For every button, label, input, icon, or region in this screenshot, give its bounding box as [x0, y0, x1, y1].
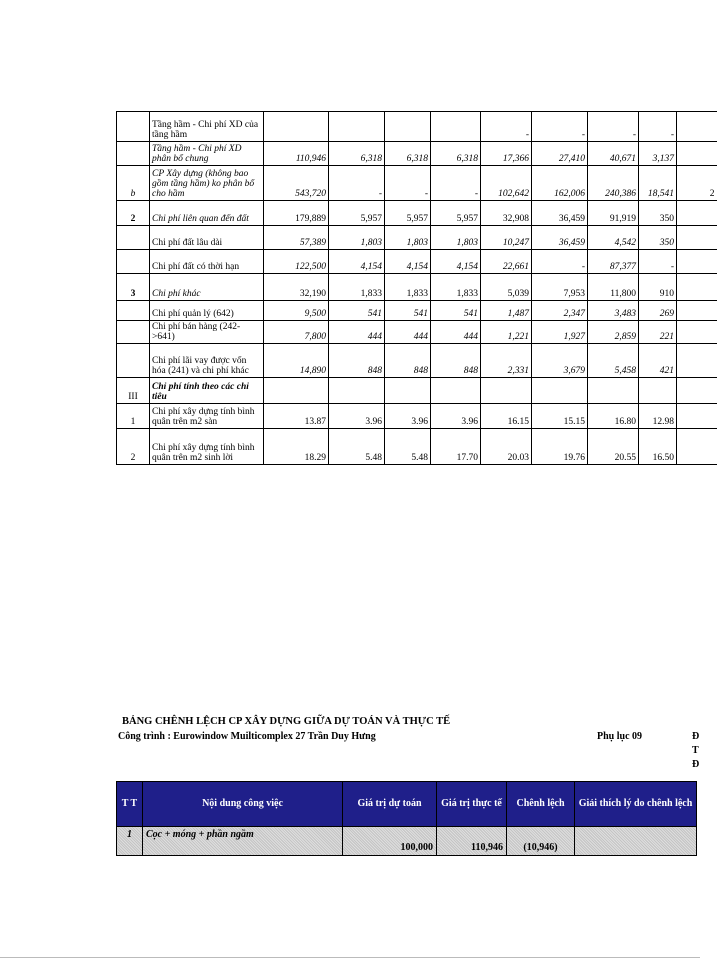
table-row [117, 226, 717, 250]
row-number [117, 250, 150, 274]
row-value: 1,803 [385, 226, 431, 250]
row-value: 848 [329, 344, 385, 378]
row-value: 20.03 [481, 429, 532, 465]
row-description: Chi phí đất có thời hạn [150, 250, 264, 274]
row-overflow-value [677, 321, 717, 344]
row-value: 5,957 [385, 201, 431, 226]
row-value: 11,800 [588, 274, 639, 301]
row-value: 5,957 [329, 201, 385, 226]
row-value: 350 [639, 226, 677, 250]
row-value: 269 [639, 301, 677, 321]
row-value: 848 [431, 344, 481, 378]
row-value: 421 [639, 344, 677, 378]
row-description: Chi phí xây dựng tính bình quân trên m2 sinh lời [150, 429, 264, 465]
row-value: 3.96 [329, 404, 385, 429]
row-value [385, 378, 431, 404]
row-value [264, 378, 329, 404]
row-value: 3,679 [532, 344, 588, 378]
row-number [117, 112, 150, 142]
table-row [117, 250, 717, 274]
row-value: 444 [385, 321, 431, 344]
row-value: 2,859 [588, 321, 639, 344]
row-number: III [117, 378, 150, 404]
row-value: 87,377 [588, 250, 639, 274]
row-description: Chi phí đất lâu dài [150, 226, 264, 250]
row-value: - [385, 166, 431, 201]
comparison-title: BẢNG CHÊNH LỆCH CP XÂY DỰNG GIỮA DỰ TOÁN VÀ THỰC TẾ [122, 716, 451, 727]
row-value: 179,889 [264, 201, 329, 226]
table-row [117, 378, 717, 404]
header-estimate: Giá trị dự toán [343, 782, 437, 827]
row-value: - [639, 112, 677, 142]
row-value: - [588, 112, 639, 142]
row-value: 3,137 [639, 142, 677, 166]
appendix-label: Phụ lục 09 [597, 731, 643, 742]
table-row [117, 404, 717, 429]
row-value: - [639, 250, 677, 274]
row-value: 6,318 [385, 142, 431, 166]
row-value [639, 378, 677, 404]
row-value: 13.87 [264, 404, 329, 429]
row-value: 5,458 [588, 344, 639, 378]
row-value: 18.29 [264, 429, 329, 465]
row-value: 1,803 [329, 226, 385, 250]
row-value: 350 [639, 201, 677, 226]
table-row [117, 201, 717, 226]
table-row [117, 301, 717, 321]
row-value: - [532, 112, 588, 142]
row-number [117, 301, 150, 321]
row-description: Chi phí xây dựng tính bình quân trên m2 sàn [150, 404, 264, 429]
project-name: Công trình : Eurowindow Muilticomplex 27 Trần Duy Hưng [118, 731, 376, 742]
row-number: 2 [117, 429, 150, 465]
row-value: 543,720 [264, 166, 329, 201]
row-value: 36,459 [532, 226, 588, 250]
row-value: 3,483 [588, 301, 639, 321]
row-value: 1,487 [481, 301, 532, 321]
row-description: Chi phí khác [150, 274, 264, 301]
row-number [117, 226, 150, 250]
table-row [117, 274, 717, 301]
row-value: 20.55 [588, 429, 639, 465]
row-value: 16.80 [588, 404, 639, 429]
row-overflow-value [677, 201, 717, 226]
header-tt: T T [117, 782, 143, 827]
row-description: Chi phí liên quan đến đất [150, 201, 264, 226]
table-row [117, 429, 717, 465]
table-row [117, 321, 717, 344]
row-value: 162,006 [532, 166, 588, 201]
row-tt: 1 [117, 827, 143, 856]
page-divider [0, 957, 700, 958]
row-value: 1,927 [532, 321, 588, 344]
row-value: 10,247 [481, 226, 532, 250]
side-char: Đ [692, 731, 700, 742]
row-value: 110,946 [264, 142, 329, 166]
row-value: 6,318 [329, 142, 385, 166]
row-value: - [532, 250, 588, 274]
row-value: 7,800 [264, 321, 329, 344]
row-value: 40,671 [588, 142, 639, 166]
row-overflow-value [677, 226, 717, 250]
row-value: 1,221 [481, 321, 532, 344]
row-overflow-value [677, 344, 717, 378]
row-value: 15.15 [532, 404, 588, 429]
row-value: - [481, 112, 532, 142]
row-value: 3.96 [431, 404, 481, 429]
row-value: 240,386 [588, 166, 639, 201]
row-value: 444 [431, 321, 481, 344]
row-value: 36,459 [532, 201, 588, 226]
row-value: 27,410 [532, 142, 588, 166]
row-value [588, 378, 639, 404]
row-value: 848 [385, 344, 431, 378]
row-value [481, 378, 532, 404]
row-content: Cọc + móng + phần ngầm [143, 827, 343, 856]
row-value: 5.48 [385, 429, 431, 465]
table-row [117, 112, 717, 142]
row-value: 6,318 [431, 142, 481, 166]
row-value: 541 [431, 301, 481, 321]
row-value: 541 [329, 301, 385, 321]
row-value: 2,347 [532, 301, 588, 321]
row-value: - [431, 166, 481, 201]
row-value: 32,190 [264, 274, 329, 301]
row-number: 2 [117, 201, 150, 226]
row-value: 4,154 [329, 250, 385, 274]
header-content: Nội dung công việc [143, 782, 343, 827]
row-value: 1,833 [385, 274, 431, 301]
row-overflow-value [677, 274, 717, 301]
row-overflow-value [677, 404, 717, 429]
row-value: - [329, 166, 385, 201]
table-row [117, 344, 717, 378]
row-description: Tầng hầm - Chi phí XD phân bổ chung [150, 142, 264, 166]
row-value: 22,661 [481, 250, 532, 274]
row-value: 91,919 [588, 201, 639, 226]
row-value: 16.50 [639, 429, 677, 465]
row-value: 14,890 [264, 344, 329, 378]
row-value: 18,541 [639, 166, 677, 201]
row-value: 122,500 [264, 250, 329, 274]
row-value: 4,154 [385, 250, 431, 274]
row-value [329, 112, 385, 142]
row-overflow-value [677, 429, 717, 465]
row-number: 1 [117, 404, 150, 429]
row-value [385, 112, 431, 142]
side-char: T [692, 745, 699, 756]
row-value: 12.98 [639, 404, 677, 429]
row-reason [575, 827, 697, 856]
table-row [117, 166, 717, 201]
row-value: 16.15 [481, 404, 532, 429]
row-overflow-value [677, 250, 717, 274]
row-overflow-value: 2 [677, 166, 717, 201]
row-number [117, 321, 150, 344]
row-value: 17.70 [431, 429, 481, 465]
row-description: Chi phí quản lý (642) [150, 301, 264, 321]
comparison-table [116, 781, 697, 856]
cost-breakdown-table [116, 111, 717, 465]
row-value: 221 [639, 321, 677, 344]
row-value: 7,953 [532, 274, 588, 301]
row-description: Chỉ phí tính theo các chỉ tiêu [150, 378, 264, 404]
row-value: 4,542 [588, 226, 639, 250]
row-description: Chi phí lãi vay được vốn hóa (241) và chi phí khác [150, 344, 264, 378]
row-value: 444 [329, 321, 385, 344]
row-value: 4,154 [431, 250, 481, 274]
row-value [329, 378, 385, 404]
row-estimate: 100,000 [343, 827, 437, 856]
row-value: 17,366 [481, 142, 532, 166]
row-value [431, 112, 481, 142]
row-value: 5,957 [431, 201, 481, 226]
row-value: 9,500 [264, 301, 329, 321]
row-difference: (10,946) [507, 827, 575, 856]
comparison-header-row [117, 782, 697, 827]
row-value: 57,389 [264, 226, 329, 250]
row-value: 2,331 [481, 344, 532, 378]
row-value [532, 378, 588, 404]
row-description: CP Xây dựng (không bao gồm tầng hầm) ko phân bổ cho hầm [150, 166, 264, 201]
row-description: Chi phí bán hàng (242->641) [150, 321, 264, 344]
row-value: 19.76 [532, 429, 588, 465]
row-value: 1,803 [431, 226, 481, 250]
row-overflow-value [677, 378, 717, 404]
row-value: 1,833 [431, 274, 481, 301]
row-value: 3.96 [385, 404, 431, 429]
row-value: 5,039 [481, 274, 532, 301]
row-value: 32,908 [481, 201, 532, 226]
row-value: 1,833 [329, 274, 385, 301]
row-number [117, 142, 150, 166]
row-value: 541 [385, 301, 431, 321]
row-description: Tầng hầm - Chi phí XD của tầng hầm [150, 112, 264, 142]
side-char: Đ [692, 759, 700, 770]
table-row [117, 142, 717, 166]
row-value: 5.48 [329, 429, 385, 465]
row-value: 910 [639, 274, 677, 301]
row-overflow-value [677, 142, 717, 166]
row-value [264, 112, 329, 142]
header-difference: Chênh lệch [507, 782, 575, 827]
row-value [431, 378, 481, 404]
row-actual: 110,946 [437, 827, 507, 856]
row-overflow-value [677, 112, 717, 142]
header-actual: Giá trị thực tế [437, 782, 507, 827]
row-overflow-value [677, 301, 717, 321]
header-reason: Giải thích lý do chênh lệch [575, 782, 697, 827]
row-value: 102,642 [481, 166, 532, 201]
row-number: 3 [117, 274, 150, 301]
table-row [117, 827, 697, 856]
row-number [117, 344, 150, 378]
row-number: b [117, 166, 150, 201]
